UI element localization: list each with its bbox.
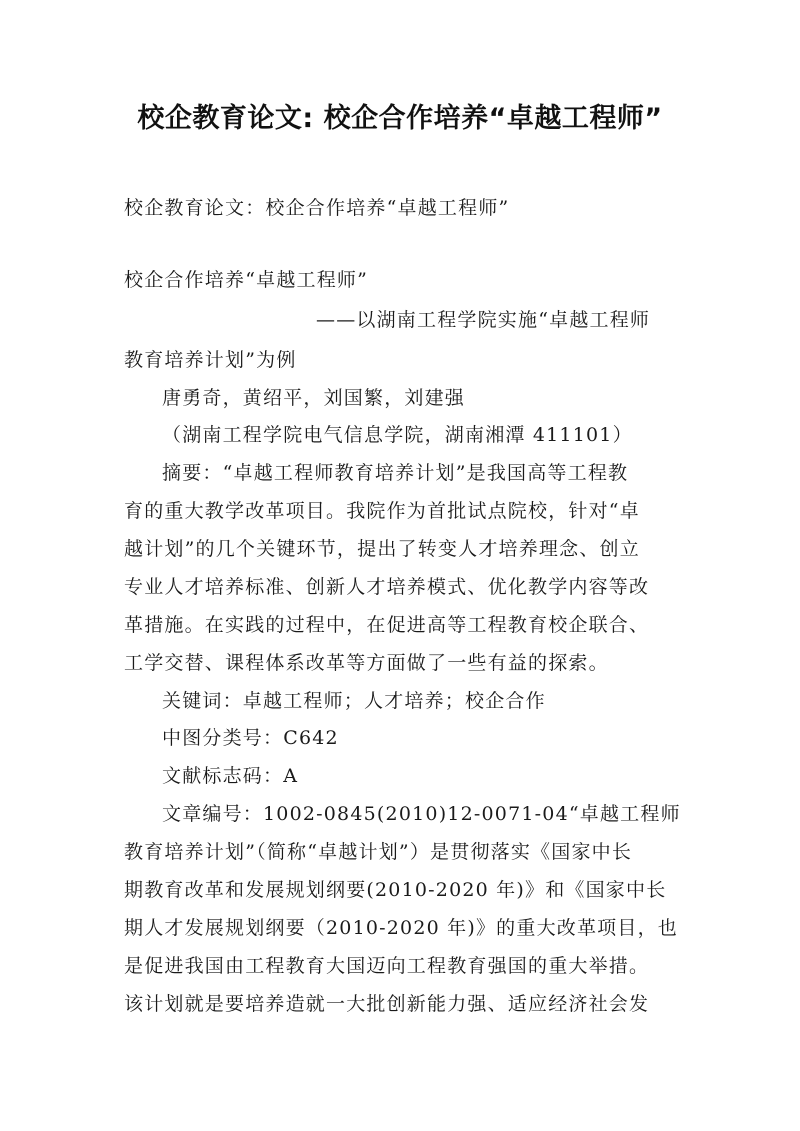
body-line: 文章编号：1002-0845(2010)12-0071-04“卓越工程师 bbox=[162, 803, 681, 825]
affiliation-line: （湖南工程学院电气信息学院，湖南湘潭 411101） bbox=[162, 424, 633, 446]
document-code-line: 文献标志码：A bbox=[162, 765, 299, 787]
section-heading: 校企合作培养“卓越工程师” bbox=[124, 269, 369, 291]
body-line: 期教育改革和发展规划纲要(2010-2020 年)》和《国家中长 bbox=[124, 879, 667, 901]
abstract-line: 革措施。在实践的过程中，在促进高等工程教育校企联合、 bbox=[124, 614, 650, 636]
subtitle-line: 校企教育论文：校企合作培养“卓越工程师” bbox=[124, 197, 510, 219]
keywords-line: 关键词：卓越工程师；人才培养；校企合作 bbox=[162, 690, 546, 712]
authors-line: 唐勇奇，黄绍平，刘国繁，刘建强 bbox=[162, 387, 466, 409]
abstract-line: 越计划”的几个关键环节，提出了转变人才培养理念、创立 bbox=[124, 538, 640, 560]
section-subheading-cont: 教育培养计划”为例 bbox=[124, 349, 297, 371]
abstract-line: 摘要：“卓越工程师教育培养计划”是我国高等工程教 bbox=[162, 462, 629, 484]
document-title: 校企教育论文: 校企合作培养“卓越工程师” bbox=[137, 103, 663, 134]
abstract-line: 工学交替、课程体系改革等方面做了一些有益的探索。 bbox=[124, 652, 609, 674]
abstract-line: 专业人才培养标准、创新人才培养模式、优化教学内容等改 bbox=[124, 576, 650, 598]
classification-line: 中图分类号：C642 bbox=[162, 727, 339, 749]
body-line: 是促进我国由工程教育大国迈向工程教育强国的重大举措。 bbox=[124, 955, 650, 977]
abstract-line: 育的重大教学改革项目。我院作为首批试点院校，针对“卓 bbox=[124, 500, 640, 522]
body-line: 该计划就是要培养造就一大批创新能力强、适应经济社会发 bbox=[124, 993, 650, 1015]
section-subheading: ——以湖南工程学院实施“卓越工程师 bbox=[316, 309, 651, 331]
body-line: 教育培养计划”（简称“卓越计划”）是贯彻落实《国家中长 bbox=[124, 841, 633, 863]
body-line: 期人才发展规划纲要（2010-2020 年)》的重大改革项目，也 bbox=[124, 917, 678, 939]
